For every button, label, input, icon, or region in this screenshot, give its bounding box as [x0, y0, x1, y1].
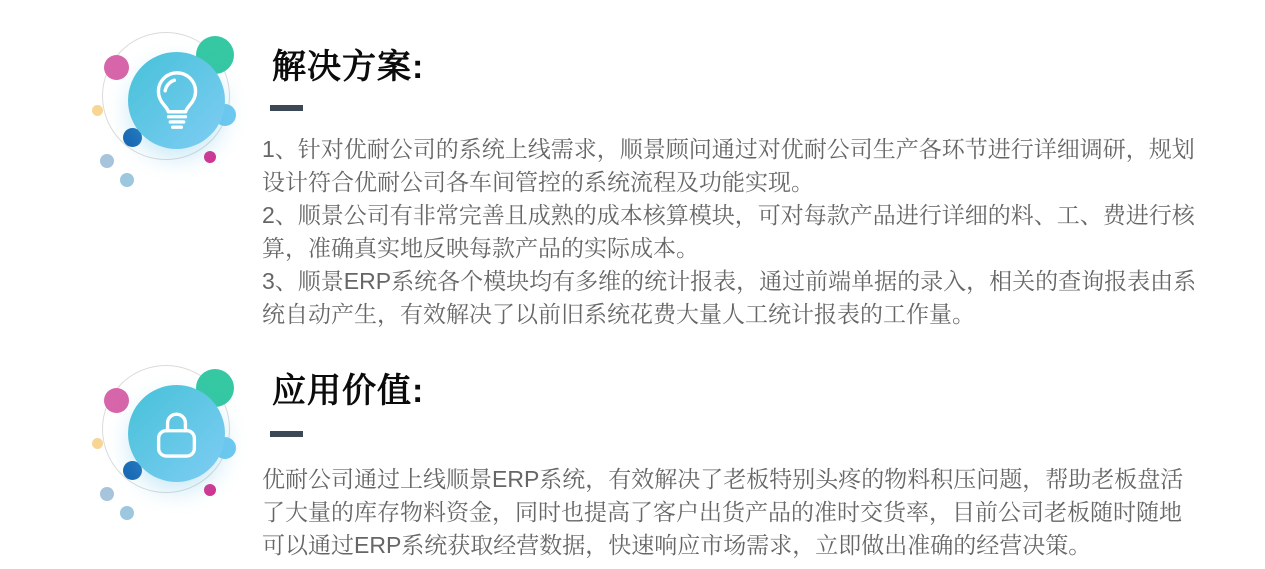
lock-icon: [153, 406, 200, 461]
value-body: [262, 463, 1200, 562]
value-item: 优耐公司通过上线顺景ERP系统，有效解决了老板特别头疼的物料积压问题，帮助老板盘活了大量的库存物料资金，同时也提高了客户出货产品的准时交货率，目前公司老板随时随地可以通过ERP系统获取经营数据，快速响应市场需求，立即做出准确的经营决策。: [262, 466, 1184, 558]
solution-item: 2、顺景公司有非常完善且成熟的成本核算模块，可对每款产品进行详细的料、工、费进行核算，准确真实地反映每款产品的实际成本。: [262, 202, 1195, 261]
solution-item: 1、针对优耐公司的系统上线需求，顺景顾问通过对优耐公司生产各环节进行详细调研，规划设计符合优耐公司各车间管控的系统流程及功能实现。: [262, 136, 1195, 195]
gradient-circle: [128, 385, 225, 482]
decor-dot-pink: [104, 55, 129, 80]
value-title-underline: [270, 431, 303, 437]
decor-dot-magenta: [204, 484, 216, 496]
value-title: 应用价值:: [272, 372, 425, 410]
decor-dot-yellow: [92, 105, 103, 116]
solution-icon-badge: [88, 22, 240, 194]
solution-item: 3、顺景ERP系统各个模块均有多维的统计报表，通过前端单据的录入，相关的查询报表由系统自动产生，有效解决了以前旧系统花费大量人工统计报表的工作量。: [262, 268, 1197, 327]
gradient-circle: [128, 52, 225, 149]
decor-dot-pink: [104, 388, 129, 413]
decor-dot-sky: [120, 173, 134, 187]
decor-dot-sky: [120, 506, 134, 520]
decor-dot-steel: [100, 154, 114, 168]
decor-dot-yellow: [92, 438, 103, 449]
solution-title-underline: [270, 105, 303, 111]
value-icon-badge: [88, 355, 240, 527]
lightbulb-icon: [154, 70, 200, 131]
solution-body: [262, 133, 1200, 331]
decor-dot-steel: [100, 487, 114, 501]
solution-title: 解决方案:: [272, 48, 425, 86]
decor-dot-magenta: [204, 151, 216, 163]
